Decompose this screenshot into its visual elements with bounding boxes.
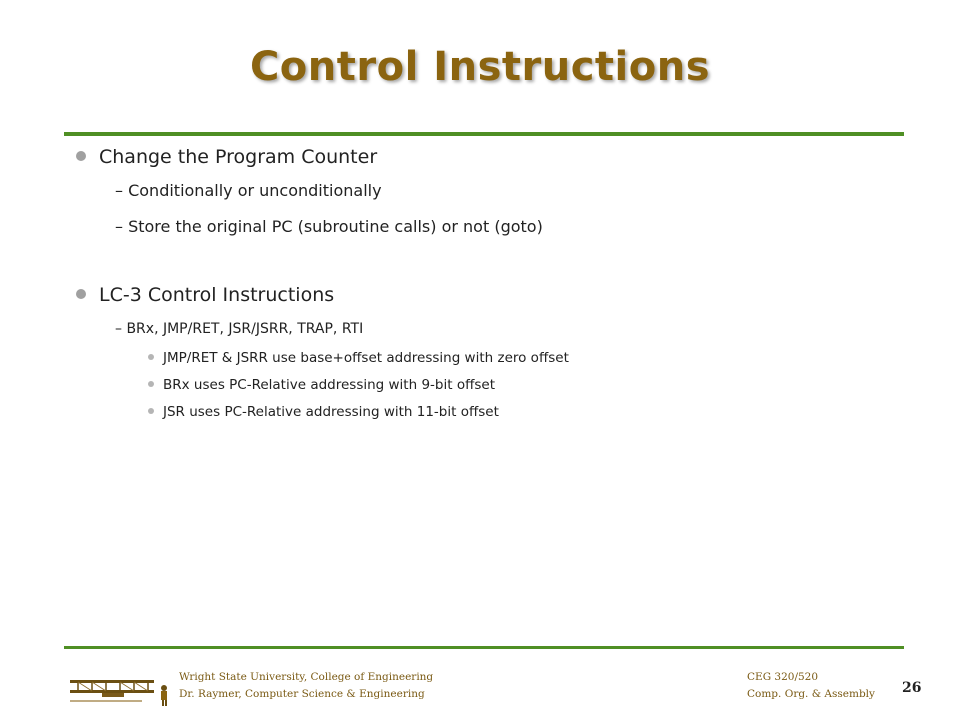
sub-sub-bullet-item (148, 377, 495, 393)
sub-bullet-item: – Conditionally or unconditionally (115, 181, 382, 200)
bullet-dot-icon (148, 408, 154, 414)
slide-title: Control Instructions (249, 44, 711, 90)
footer-author: Dr. Raymer, Computer Science & Engineering (179, 688, 425, 700)
sub-sub-bullet-text: BRx uses PC-Relative addressing with 9-bit offset (163, 377, 496, 393)
bullet-dot-icon (76, 289, 86, 299)
footer-university: Wright State University, College of Engineering (179, 671, 434, 683)
bottom-divider (64, 646, 904, 649)
sub-bullet-item: – Store the original PC (subroutine calls) or not (goto) (115, 217, 543, 236)
bullet-dot-icon (148, 354, 154, 360)
bullet-text: LC-3 Control Instructions (99, 284, 335, 306)
sub-sub-bullet-text: JMP/RET & JSRR use base+offset addressing with zero offset (163, 350, 569, 366)
bullet-item (76, 146, 377, 168)
bullet-dot-icon (76, 151, 86, 161)
bullet-dot-icon (148, 381, 154, 387)
top-divider (64, 132, 904, 136)
page-number: 26 (902, 680, 922, 696)
sub-sub-bullet-item (148, 350, 569, 366)
wright-flyer-logo-icon (68, 671, 174, 707)
footer-course-name: Comp. Org. & Assembly (747, 688, 875, 700)
sub-sub-bullet-text: JSR uses PC-Relative addressing with 11-bit offset (163, 404, 499, 420)
footer-course-code: CEG 320/520 (747, 671, 819, 683)
footer-course (747, 669, 875, 703)
sub-bullet-item: – BRx, JMP/RET, JSR/JSRR, TRAP, RTI (115, 321, 364, 337)
bullet-item (76, 284, 334, 306)
sub-sub-bullet-item (148, 404, 499, 420)
footer-institution (179, 669, 433, 703)
bullet-text: Change the Program Counter (99, 146, 378, 168)
